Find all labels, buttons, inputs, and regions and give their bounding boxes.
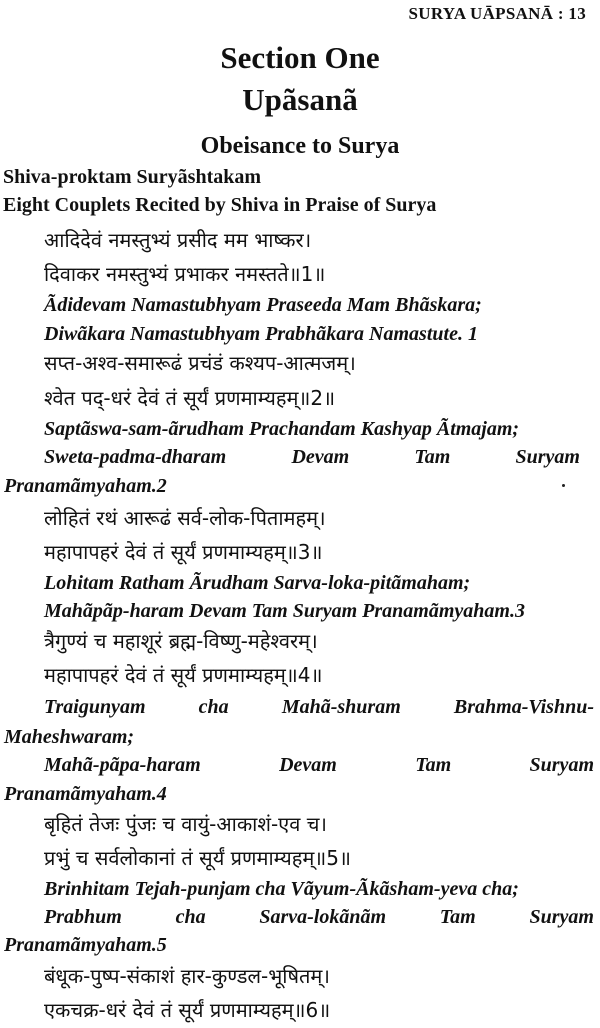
verse-5-sanskrit-line-1: बृहितं तेजः पुंजः च वायुं-आकाशं-एव च। xyxy=(44,812,328,836)
running-head: SURYA UĀPSANĀ : 13 xyxy=(408,4,586,23)
verse-4-transliteration-line-2 xyxy=(44,754,594,777)
word: Brahma-Vishnu- xyxy=(453,696,594,718)
verse-4-transliteration-line-3: Pranamãmyaham.4 xyxy=(4,783,167,805)
verse-2-sanskrit-line-1: सप्त-अश्व-समारूढं प्रचंडं कश्यप-आत्मजम्। xyxy=(44,351,356,375)
section-title: Section One xyxy=(220,40,380,75)
word: Tam xyxy=(415,754,452,776)
word: Tam xyxy=(414,446,451,468)
verse-2-transliteration-line-1: Saptãswa-sam-ãrudham Prachandam Kashyap Ãtmajam; xyxy=(44,418,520,440)
verse-3-sanskrit-line-2: महापापहरं देवं तं सूर्यं प्रणमाम्यहम्॥3॥ xyxy=(44,540,323,564)
word: Prabhum xyxy=(44,906,122,928)
obeisance-heading: Obeisance to Surya xyxy=(200,133,400,159)
verse-6-sanskrit-line-1: बंधूक-पुष्प-संकाशं हार-कुण्डल-भूषितम्। xyxy=(44,964,330,988)
verse-4-transliteration-line-1 xyxy=(44,696,594,719)
verse-4-sanskrit-line-2: महापापहरं देवं तं सूर्यं प्रणमाम्यहम्॥4॥ xyxy=(44,663,323,687)
word: Sweta-padma-dharam xyxy=(44,446,227,468)
hymn-description: Eight Couplets Recited by Shiva in Praise of Surya xyxy=(3,194,437,216)
verse-5-sanskrit-line-2: प्रभुं च सर्वलोकानां तं सूर्यं प्रणमाम्यहम्॥5॥ xyxy=(44,846,351,870)
verse-4-sanskrit-line-1: त्रैगुण्यं च महाशूरं ब्रह्म-विष्णु-महेश्वरम्। xyxy=(44,629,318,653)
word: Mahã-shuram xyxy=(281,696,401,718)
verse-1-sanskrit-line-1: आदिदेवं नमस्तुभ्यं प्रसीद मम भाष्कर। xyxy=(44,228,312,252)
word: Traigunyam xyxy=(44,696,146,718)
verse-1-sanskrit-line-2: दिवाकर नमस्तुभ्यं प्रभाकर नमस्तते॥1॥ xyxy=(44,262,326,286)
word: Mahã-pãpa-haram xyxy=(44,754,201,776)
verse-2-transliteration-line-2 xyxy=(44,446,580,469)
verse-5-transliteration-line-1: Brinhitam Tejah-punjam cha Vãyum-Ãkãsham-yeva cha; xyxy=(44,878,519,900)
verse-2-sanskrit-line-2: श्वेत पद्-धरं देवं तं सूर्यं प्रणमाम्यहम्॥2॥ xyxy=(44,386,336,410)
verse-6-sanskrit-line-2: एकचक्र-धरं देवं तं सूर्यं प्रणमाम्यहम्॥6॥ xyxy=(44,998,331,1022)
word: Tam xyxy=(439,906,476,928)
verse-4-transliteration-line-1-cont: Maheshwaram; xyxy=(4,726,135,748)
upasana-title: Upãsanã xyxy=(242,82,358,117)
word: Suryam xyxy=(515,446,580,468)
verse-3-transliteration-line-1: Lohitam Ratham Ãrudham Sarva-loka-pitãmaham; xyxy=(44,572,471,594)
verse-1-transliteration-line-2: Diwãkara Namastubhyam Prabhãkara Namastute. 1 xyxy=(44,323,478,345)
word: Suryam xyxy=(529,906,594,928)
verse-5-transliteration-line-3: Pranamãmyaham.5 xyxy=(4,934,167,956)
ink-speck xyxy=(562,484,565,487)
verse-2-transliteration-line-3: Pranamãmyaham.2 xyxy=(4,475,167,497)
hymn-name: Shiva-proktam Suryãshtakam xyxy=(3,166,262,188)
word: Sarva-lokãnãm xyxy=(259,906,387,928)
word: cha xyxy=(198,696,229,718)
verse-5-transliteration-line-2 xyxy=(44,906,594,929)
word: cha xyxy=(175,906,206,928)
verse-3-sanskrit-line-1: लोहितं रथं आरूढं सर्व-लोक-पितामहम्। xyxy=(44,506,326,530)
word: Suryam xyxy=(529,754,594,776)
verse-3-transliteration-line-2: Mahãpãp-haram Devam Tam Suryam Pranamãmyaham.3 xyxy=(44,600,525,622)
verse-1-transliteration-line-1: Ãdidevam Namastubhyam Praseeda Mam Bhãskara; xyxy=(44,294,482,316)
word: Devam xyxy=(279,754,337,776)
word: Devam xyxy=(291,446,350,468)
